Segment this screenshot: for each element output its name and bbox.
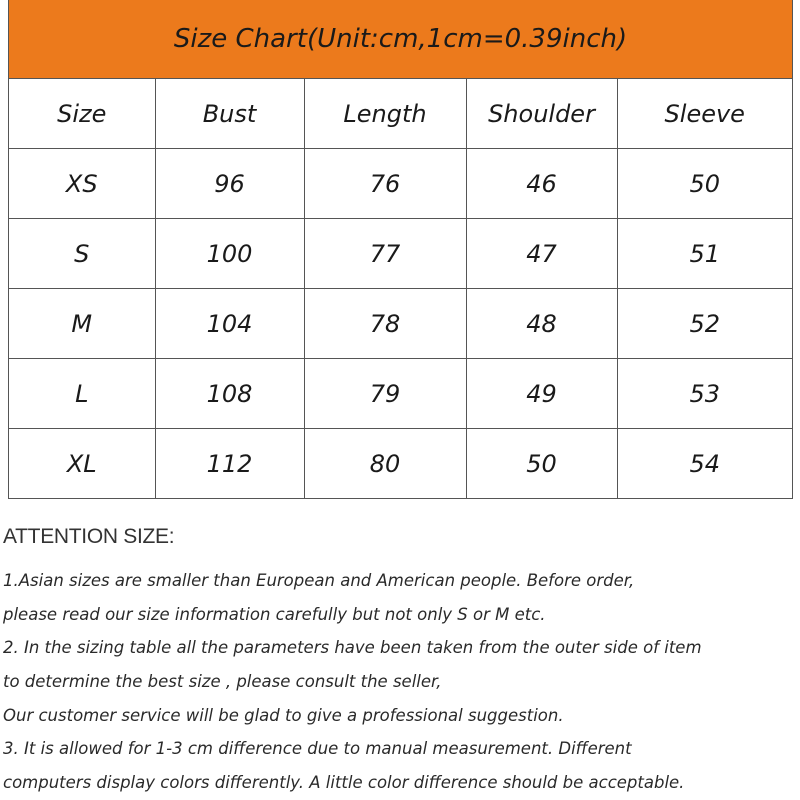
cell-shoulder: 48 (466, 289, 617, 359)
note-line: 1.Asian sizes are smaller than European and American people. Before order, (3, 571, 635, 590)
cell-length: 76 (304, 149, 466, 219)
cell-size: S (9, 219, 155, 289)
cell-size: XS (9, 149, 155, 219)
cell-size: L (9, 359, 155, 429)
note-line: 2. In the sizing table all the parameters have been taken from the outer side of item (3, 638, 702, 658)
cell-size: M (9, 289, 155, 359)
chart-title: Size Chart(Unit:cm,1cm=0.39inch) (9, 0, 792, 79)
note-line: 3. It is allowed for 1-3 cm difference due to manual measurement. Different (3, 739, 632, 759)
cell-sleeve: 53 (617, 359, 792, 429)
cell-bust: 112 (155, 429, 304, 499)
cell-bust: 108 (155, 359, 304, 429)
note-line: computers display colors differently. A little color difference should be acceptable. (3, 773, 685, 793)
cell-bust: 104 (155, 289, 304, 359)
cell-sleeve: 50 (617, 149, 792, 219)
cell-bust: 100 (155, 219, 304, 289)
cell-shoulder: 50 (466, 429, 617, 499)
note-line: please read our size information carefully but not only S or M etc. (3, 604, 546, 624)
attention-notes (3, 522, 793, 800)
table-row (9, 219, 792, 289)
cell-bust: 96 (155, 149, 304, 219)
table-row (9, 149, 792, 219)
note-line: to determine the best size , please consult the seller, (3, 672, 442, 692)
note-line: Our customer service will be glad to give a professional suggestion. (3, 705, 564, 725)
table-row (9, 429, 792, 499)
cell-sleeve: 54 (617, 429, 792, 499)
cell-length: 80 (304, 429, 466, 499)
table-row (9, 289, 792, 359)
cell-shoulder: 46 (466, 149, 617, 219)
size-table (9, 79, 792, 499)
header-sleeve: Sleeve (617, 79, 792, 149)
cell-shoulder: 49 (466, 359, 617, 429)
header-shoulder: Shoulder (466, 79, 617, 149)
cell-length: 77 (304, 219, 466, 289)
size-chart (8, 0, 793, 499)
notes-heading: ATTENTION SIZE: (3, 525, 175, 548)
cell-size: XL (9, 429, 155, 499)
cell-length: 79 (304, 359, 466, 429)
cell-length: 78 (304, 289, 466, 359)
cell-sleeve: 52 (617, 289, 792, 359)
header-bust: Bust (155, 79, 304, 149)
cell-shoulder: 47 (466, 219, 617, 289)
table-row (9, 359, 792, 429)
header-size: Size (9, 79, 155, 149)
header-length: Length (304, 79, 466, 149)
cell-sleeve: 51 (617, 219, 792, 289)
table-header-row (9, 79, 792, 149)
